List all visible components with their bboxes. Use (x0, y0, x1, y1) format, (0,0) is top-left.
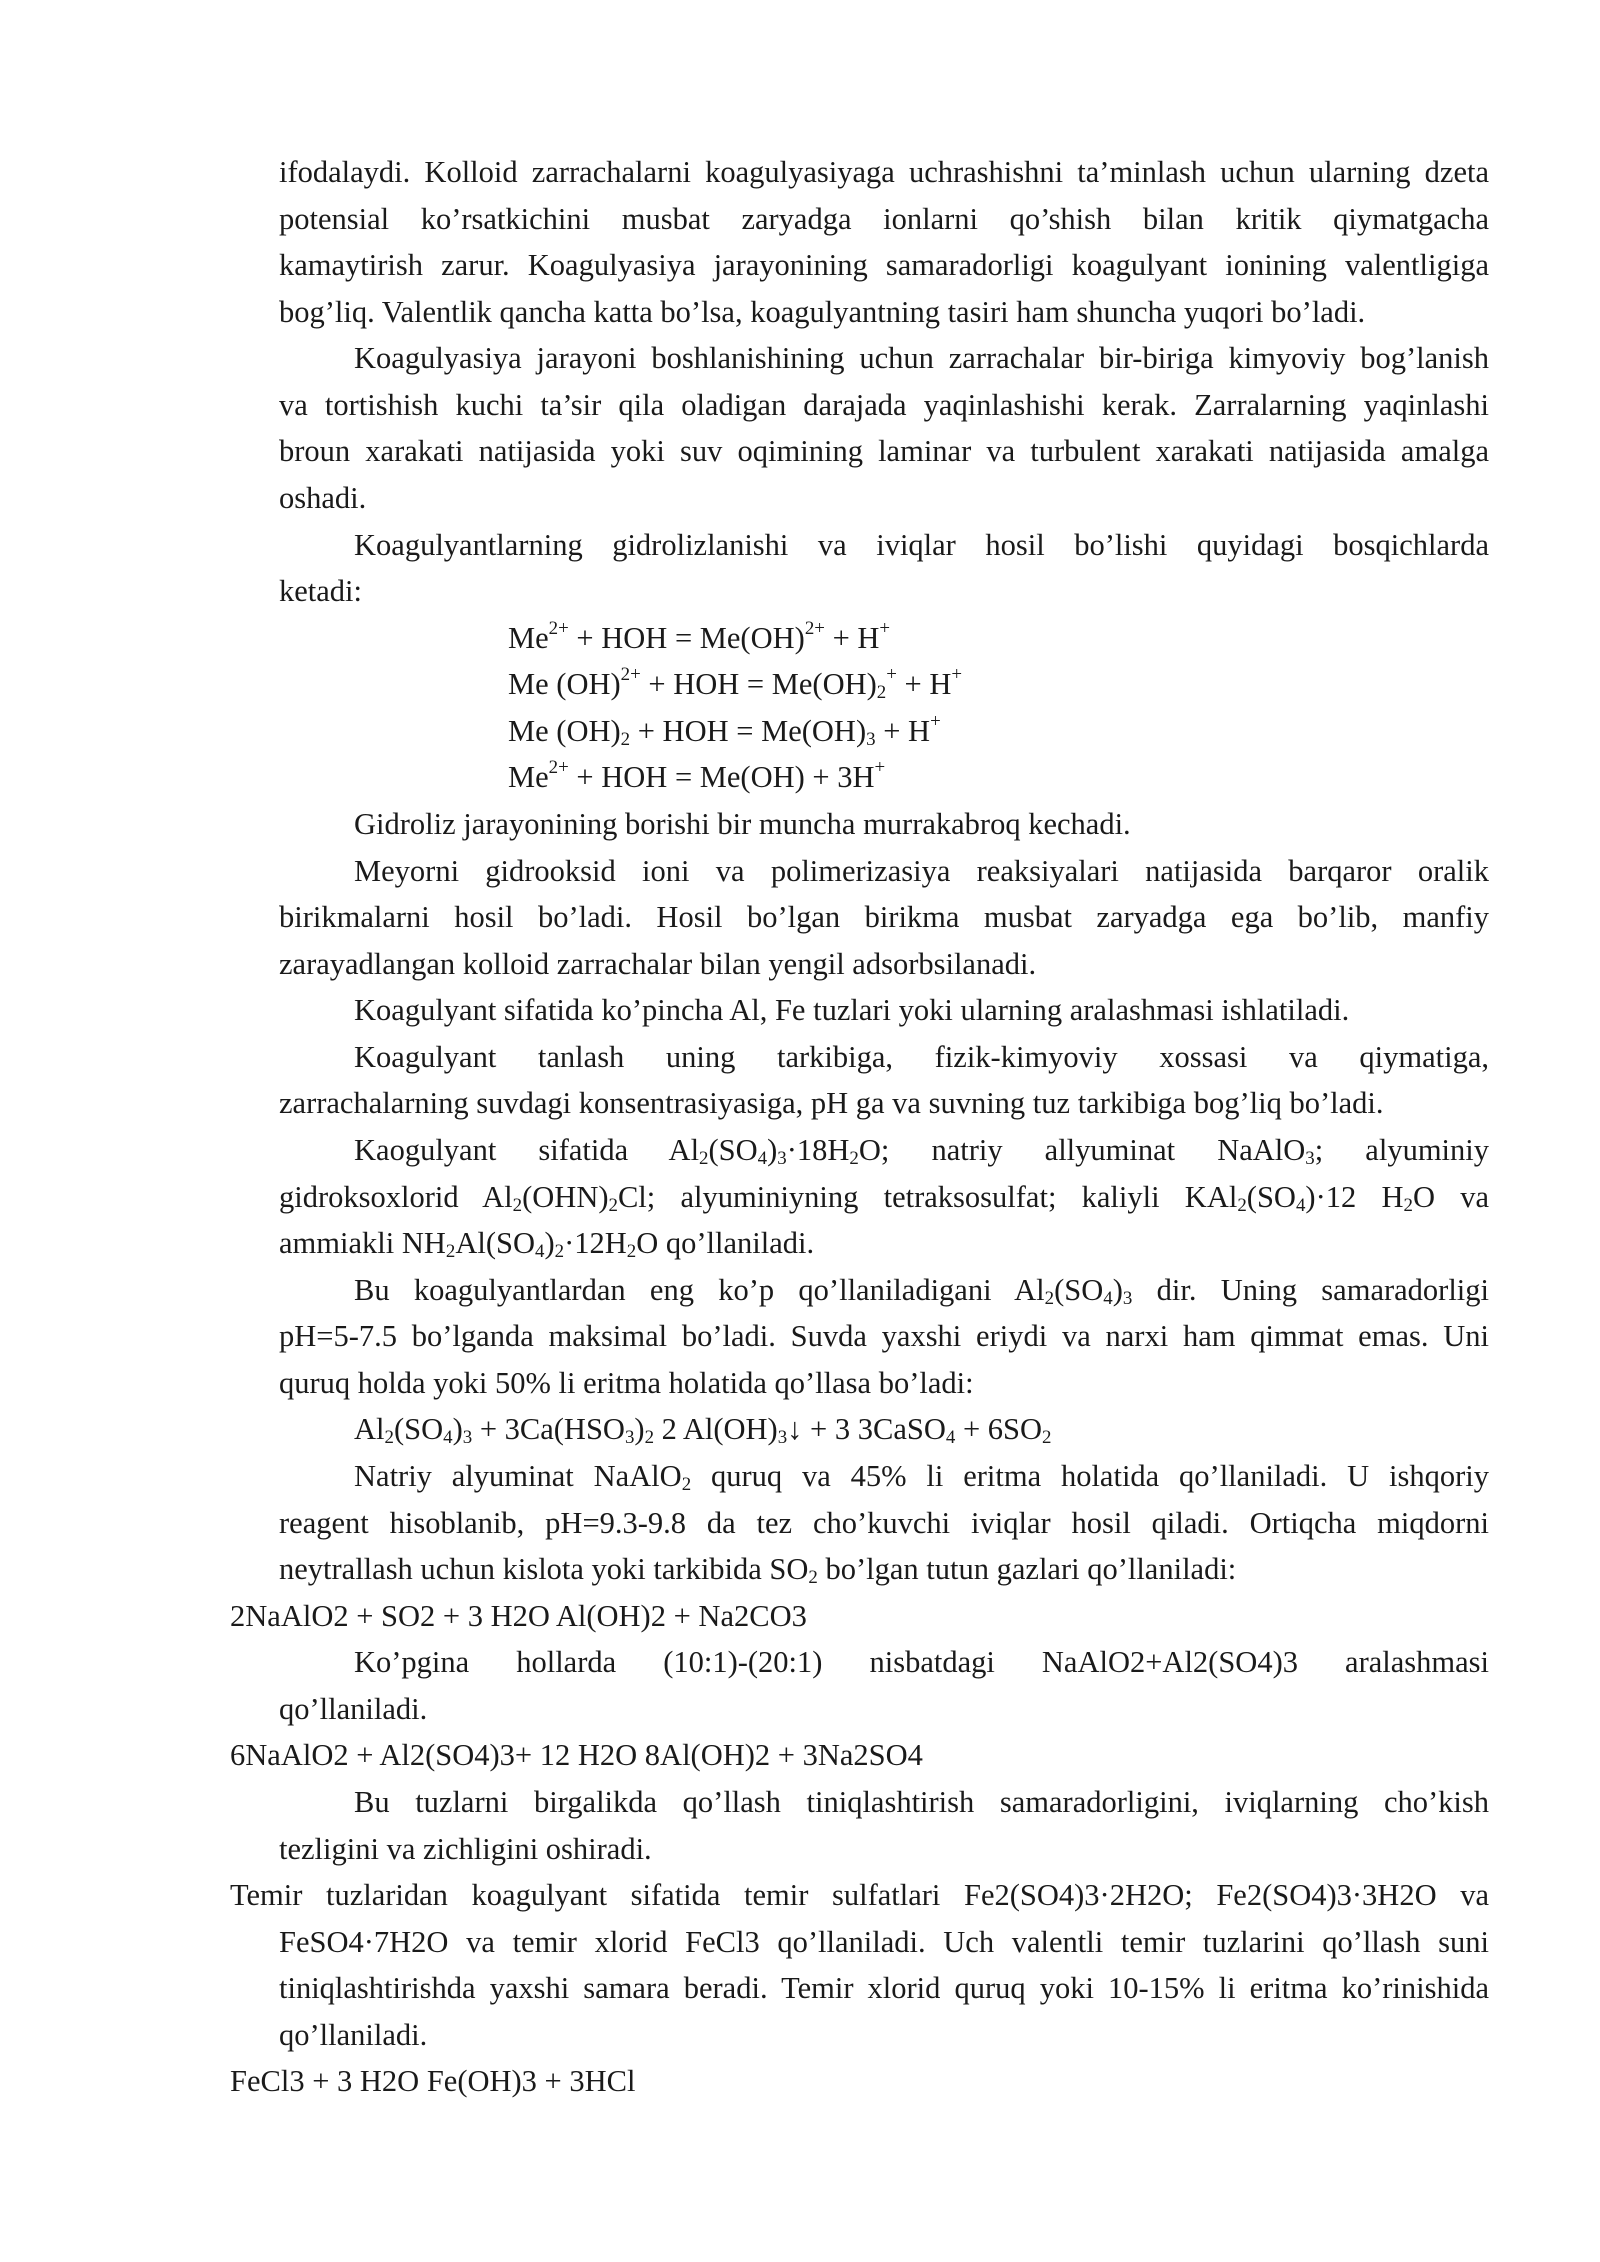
paragraph-line: zarrachalarning suvdagi konsentrasiyasiga, pH ga va suvning tuz tarkibiga bog’liq bo’ladi. (279, 1086, 1384, 1120)
equation-4: $Me^{2+}$ + HOH = Me(OH) + 3H+ (508, 756, 886, 794)
paragraph-line: ifodalaydi. Kolloid zarrachalarni koagulyasiyaga uchrashishni ta’minlash uchun ularning dzeta (279, 155, 1489, 189)
paragraph-line: Koagulyant tanlash uning tarkibiga, fizik-kimyoviy xossasi va qiymatiga, (354, 1040, 1489, 1074)
paragraph-line: quruq holda yoki 50% li eritma holatida qo’llasa bo’ladi: (279, 1366, 974, 1400)
reaction-4: FeCl3 + 3 H2O Fe(OH)3 + 3HCl (230, 2064, 636, 2098)
paragraph-line: bog’liq. Valentlik qancha katta bo’lsa, koagulyantning tasiri ham shuncha yuqori bo’ladi. (279, 295, 1366, 329)
paragraph-line: potensial ko’rsatkichini musbat zaryadga ionlarni qo’shish bilan kritik qiymatgacha (279, 202, 1489, 236)
equation-2: Me (OH)$^{2+}$ + HOH = $Me(OH)_2^+ + H^+$ (508, 663, 963, 703)
reaction-3: 6NaAlO2 + Al2(SO4)3+ 12 H2O 8Al(OH)2 + 3Na2SO4 (230, 1738, 923, 1772)
reaction-2: 2NaAlO2 + SO2 + 3 H2O Al(OH)2 + Na2CO3 (230, 1599, 807, 1633)
paragraph-line: oshadi. (279, 481, 367, 515)
paragraph-line: Kaogulyant sifatida $Al_2(SO_4)_3\cdot 18H_2O$; natriy allyuminat NaAlO$_3$; alyuminiy (354, 1133, 1489, 1169)
paragraph-line: Koagulyant sifatida ko’pincha Al, Fe tuzlari yoki ularning aralashmasi ishlatiladi. (354, 993, 1350, 1027)
paragraph-line: Gidroliz jarayonining borishi bir muncha murrakabroq kechadi. (354, 807, 1131, 841)
paragraph-line: ketadi: (279, 574, 362, 608)
paragraph-line: va tortishish kuchi ta’sir qila oladigan darajada yaqinlashishi kerak. Zarralarning yaqinlashi (279, 388, 1489, 422)
paragraph-line: FeSO4·7H2O va temir xlorid FeCl3 qo’llaniladi. Uch valentli temir tuzlarini qo’llash suni (279, 1925, 1489, 1959)
paragraph-line: broun xarakati natijasida yoki suv oqimining laminar va turbulent xarakati natijasida amalga (279, 434, 1489, 468)
paragraph-line: tiniqlashtirishda yaxshi samara beradi. Temir xlorid quruq yoki 10-15% li eritma ko’rinishida (279, 1971, 1489, 2005)
paragraph-line: Bu tuzlarni birgalikda qo’llash tiniqlashtirish samaradorligini, iviqlarning cho’kish (354, 1785, 1489, 1819)
paragraph-line: gidroksoxlorid $Al_2(OHN)_2Cl$; alyuminiyning tetraksosulfat; kaliyli $KAl_2(SO_4)\cdot 12$ $H_2O$ va (279, 1180, 1489, 1216)
paragraph-line: ammiakli $NH_2Al(SO_4)_2\cdot 12H_2O$ qo’llaniladi. (279, 1226, 815, 1262)
paragraph-line: reagent hisoblanib, pH=9.3-9.8 da tez cho’kuvchi iviqlar hosil qiladi. Ortiqcha miqdorni (279, 1506, 1489, 1540)
paragraph-line: kamaytirish zarur. Koagulyasiya jarayonining samaradorligi koagulyant ionining valentligiga (279, 248, 1489, 282)
paragraph-line: Meyorni gidrooksid ioni va polimerizasiya reaksiyalari natijasida barqaror oralik (354, 854, 1489, 888)
paragraph-line: zarayadlangan kolloid zarrachalar bilan yengil adsorbsilanadi. (279, 947, 1037, 981)
paragraph-line: tezligini va zichligini oshiradi. (279, 1832, 652, 1866)
equation-3: Me $(OH)_2$ + HOH = $Me(OH)_3 + H^+$ (508, 710, 941, 750)
paragraph-line: neytrallash uchun kislota yoki tarkibida $SO_2$ bo’lgan tutun gazlari qo’llaniladi: (279, 1552, 1237, 1588)
paragraph-line: Bu koagulyantlardan eng ko’p qo’llaniladigani $Al_2(SO_4)_3$ dir. Uning samaradorligi (354, 1273, 1490, 1309)
equation-1: $Me^{2+}$ + HOH = Me(OH)$^{2+}$ + H+ (508, 617, 891, 655)
paragraph-line: Temir tuzlaridan koagulyant sifatida temir sulfatlari Fe2(SO4)3·2H2O; Fe2(SO4)3·3H2O va (230, 1878, 1489, 1912)
reaction-1: $Al_2(SO_4)_3 + 3Ca(HSO_3)_2$ 2 $Al(OH)_3↓ + 3$ 3CaSO$_4$ + $6SO_2$ (354, 1412, 1052, 1448)
paragraph-line: qo’llaniladi. (279, 2018, 428, 2052)
paragraph-line: Koagulyantlarning gidrolizlanishi va iviqlar hosil bo’lishi quyidagi bosqichlarda (354, 528, 1489, 562)
paragraph-line: qo’llaniladi. (279, 1692, 428, 1726)
paragraph-line: birikmalarni hosil bo’ladi. Hosil bo’lgan birikma musbat zaryadga ega bo’lib, manfiy (279, 900, 1489, 934)
paragraph-line: Ko’pgina hollarda (10:1)-(20:1) nisbatdagi NaAlO2+Al2(SO4)3 aralashmasi (354, 1645, 1489, 1679)
paragraph-line: pH=5-7.5 bo’lganda maksimal bo’ladi. Suvda yaxshi eriydi va narxi ham qimmat emas. Uni (279, 1319, 1489, 1353)
paragraph-line: Koagulyasiya jarayoni boshlanishining uchun zarrachalar bir-biriga kimyoviy bog’lanish (354, 341, 1489, 375)
paragraph-line: Natriy alyuminat NaAlO$_2$ quruq va 45% li eritma holatida qo’llaniladi. U ishqoriy (354, 1459, 1489, 1495)
